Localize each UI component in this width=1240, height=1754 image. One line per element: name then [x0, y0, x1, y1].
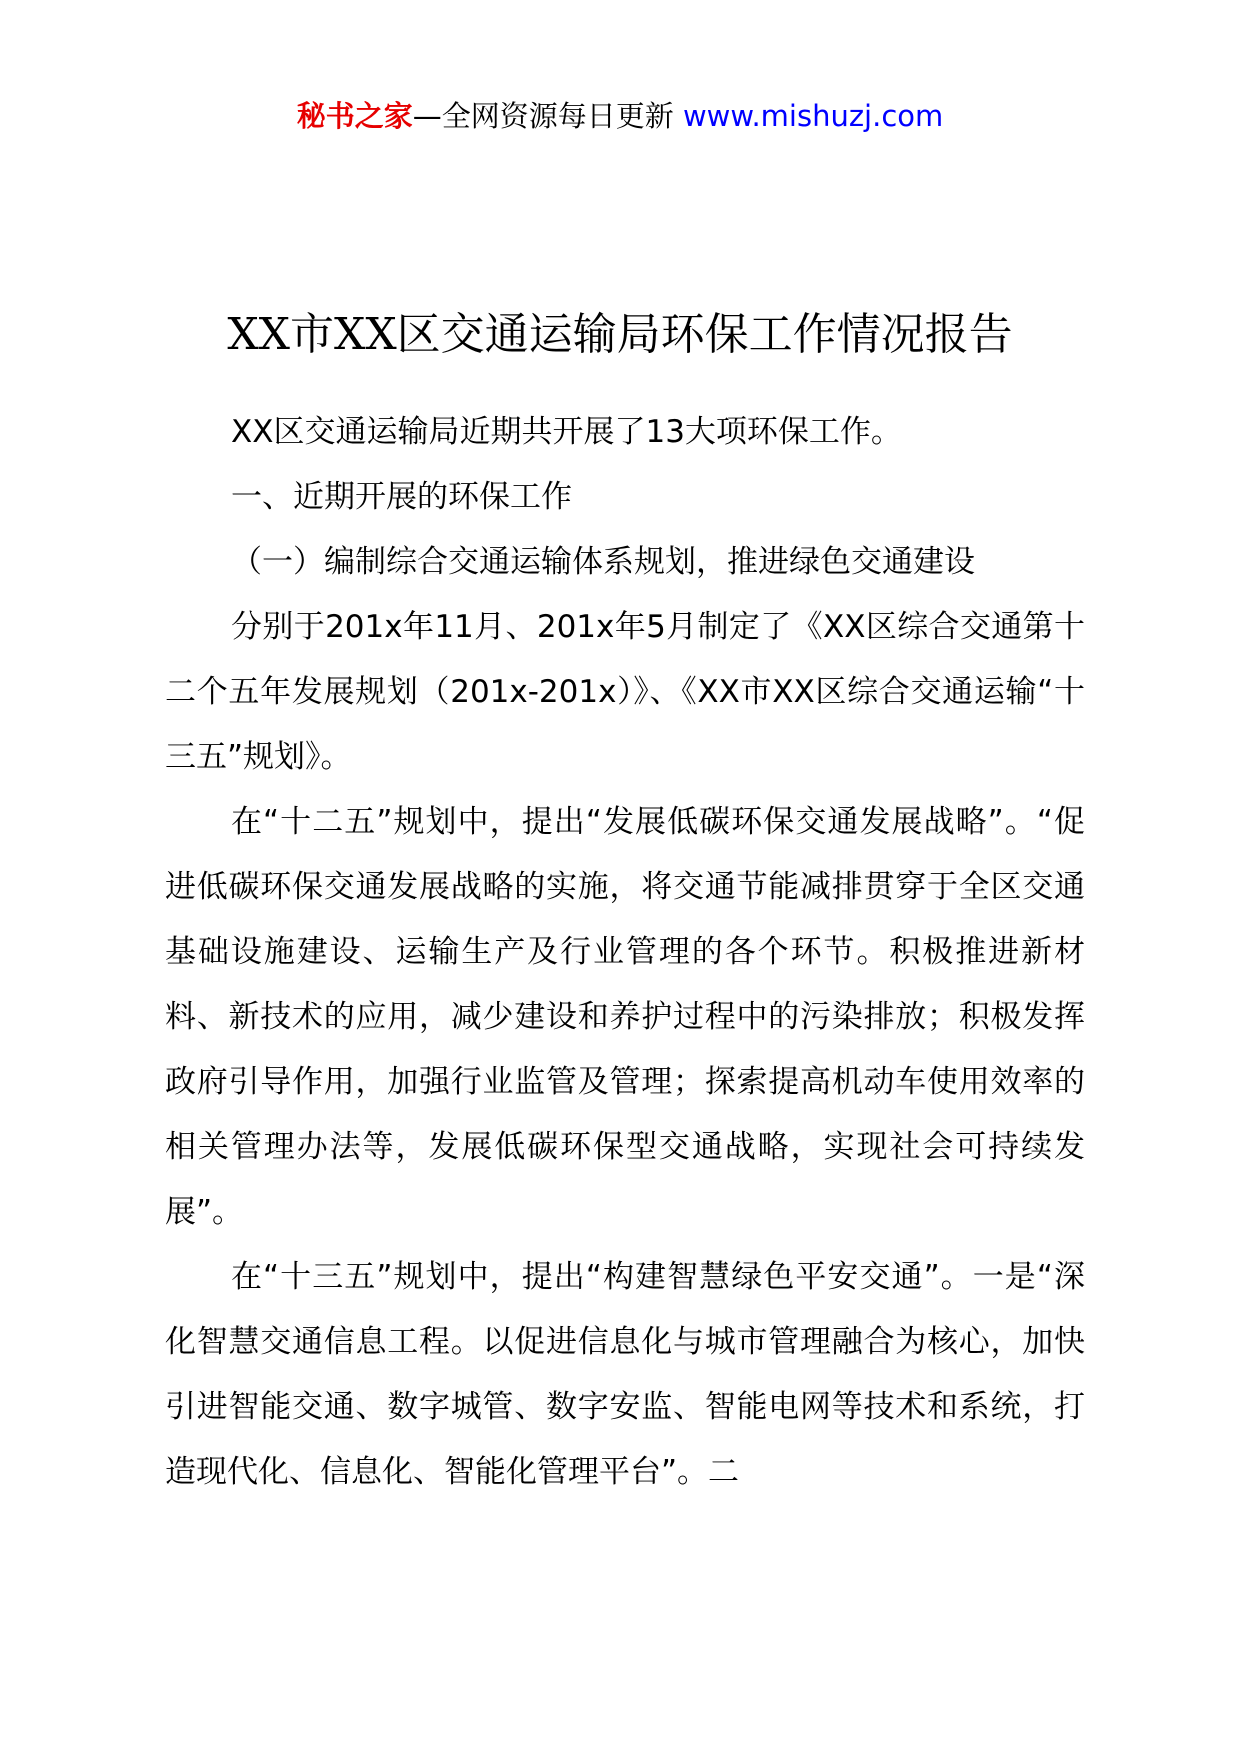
subsection-heading: （一）编制综合交通运输体系规划，推进绿色交通建设	[231, 544, 975, 580]
document-body	[165, 400, 1085, 1505]
body-paragraph: 分别于201x年11月、201x年5月制定了《XX区综合交通第十二个五年发展规划（201x-201x）》、《XX市XX区综合交通运输“十三五”规划》。	[165, 609, 1085, 775]
site-brand: 秘书之家	[296, 99, 413, 133]
body-paragraph: 在“十二五”规划中，提出“发展低碳环保交通发展战略”。“促进低碳环保交通发展战略的实施，将交通节能减排贯穿于全区交通基础设施建设、运输生产及行业管理的各个环节。积极推进新材料、新技术的应用，减少建设和养护过程中的污染排放；积极发挥政府引导作用，加强行业监管及管理；探索提高机动车使用效率的相关管理办法等，发展低碳环保型交通战略，实现社会可持续发展”。	[165, 804, 1085, 1230]
site-header	[0, 96, 1240, 136]
intro-paragraph: XX区交通运输局近期共开展了13大项环保工作。	[231, 414, 902, 450]
body-paragraph: 在“十三五”规划中，提出“构建智慧绿色平安交通”。一是“深化智慧交通信息工程。以促进信息化与城市管理融合为核心，加快引进智能交通、数字城管、数字安监、智能电网等技术和系统，打造现代化、信息化、智能化管理平台”。二	[165, 1259, 1085, 1490]
document-title: XX市XX区交通运输局环保工作情况报告	[227, 309, 1013, 360]
site-tagline: —全网资源每日更新	[412, 99, 674, 133]
section-heading: 一、近期开展的环保工作	[231, 479, 572, 515]
site-url-link[interactable]: www.mishuzj.com	[682, 99, 944, 133]
